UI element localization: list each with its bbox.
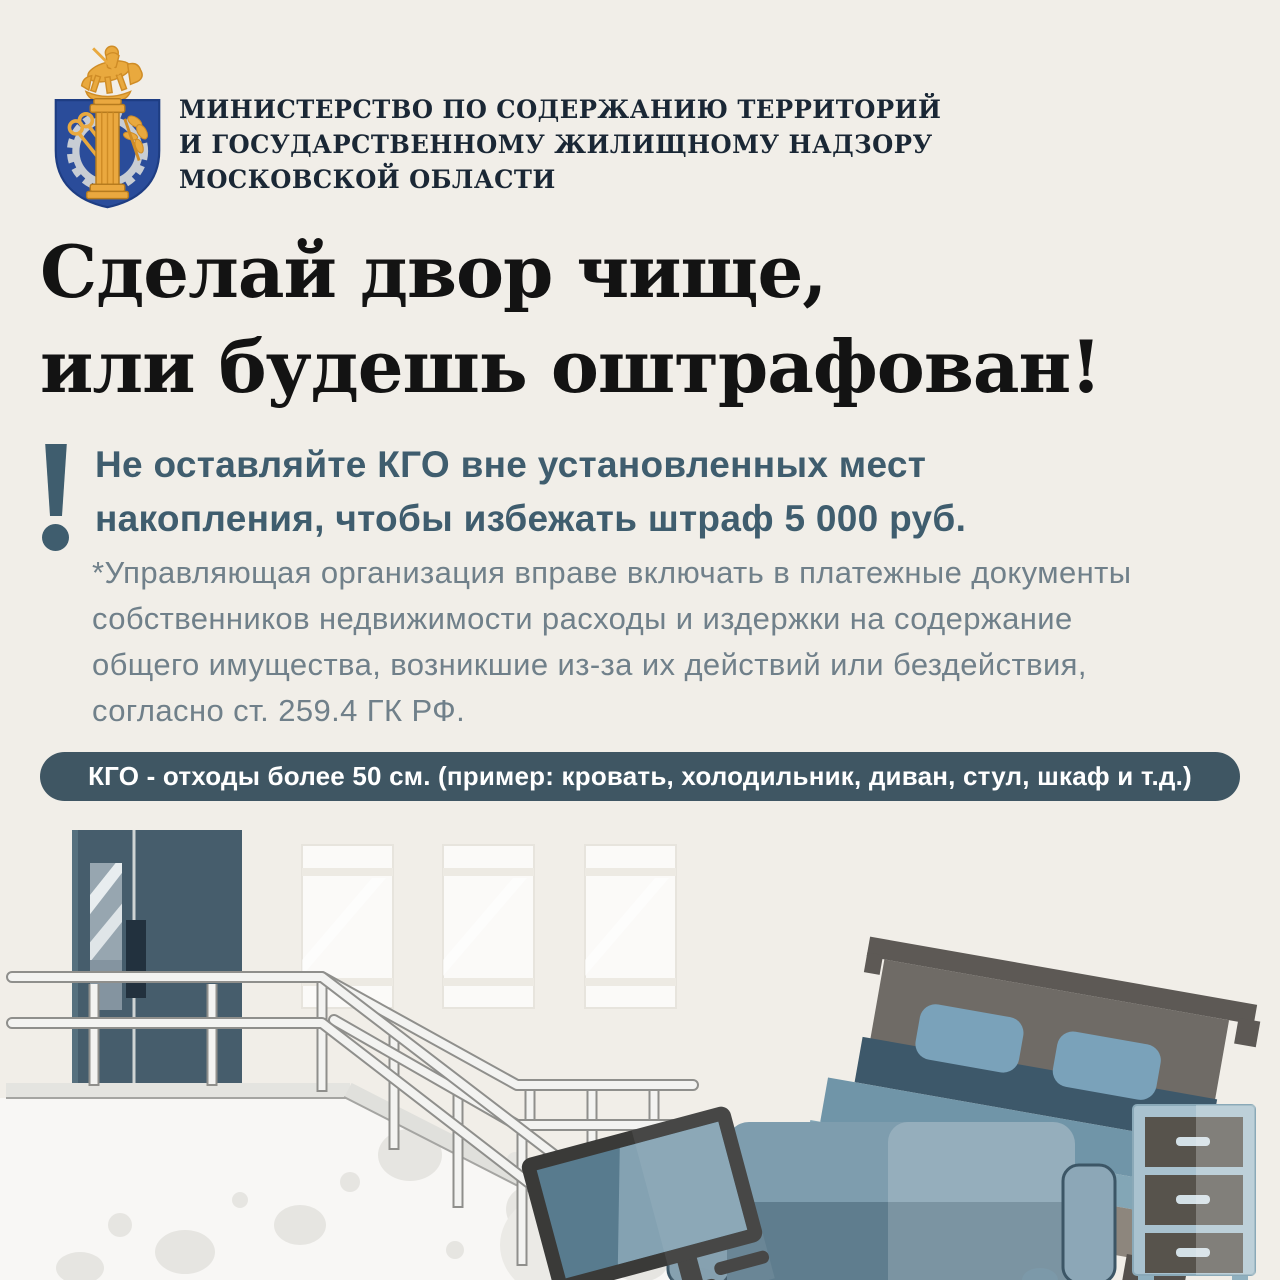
warning-text <box>95 438 966 546</box>
headline-line-2: или будешь оштрафован! <box>40 324 1101 409</box>
ministry-line-2: И ГОСУДАРСТВЕННОМУ ЖИЛИЩНОМУ НАДЗОРУ <box>179 130 933 159</box>
horseman-icon <box>82 46 143 102</box>
window-3 <box>585 845 676 1008</box>
kgo-definition-banner <box>40 752 1240 801</box>
nightstand <box>1133 1105 1255 1280</box>
coat-of-arms-logo <box>50 30 165 222</box>
warning-line-2: накопления, чтобы избежать штраф 5 000 руб. <box>95 498 967 539</box>
headline-line-1: Сделай двор чище, <box>40 229 827 314</box>
page-title <box>40 224 1101 414</box>
window-1 <box>302 845 393 1008</box>
ministry-line-3: МОСКОВСКОЙ ОБЛАСТИ <box>179 165 556 194</box>
ministry-line-1: МИНИСТЕРСТВО ПО СОДЕРЖАНИЮ ТЕРРИТОРИЙ <box>179 95 942 124</box>
warning-line-1: Не оставляйте КГО вне установленных мест <box>95 444 927 485</box>
kgo-definition-text: КГО - отходы более 50 см. (пример: кровать, холодильник, диван, стул, шкаф и т.д.) <box>88 761 1192 791</box>
window-2 <box>443 845 534 1008</box>
courtyard-illustration <box>0 820 1280 1280</box>
exclamation-icon <box>41 444 71 550</box>
ministry-name <box>179 92 941 197</box>
legal-disclaimer: *Управляющая организация вправе включать в платежные документы собственников недвижимости расходы и издержки на содержание общего имущества, возникшие из-за их действий или бездействия, согласно ст. 259.4 ГК РФ. <box>92 555 1132 728</box>
windows <box>302 845 676 1008</box>
